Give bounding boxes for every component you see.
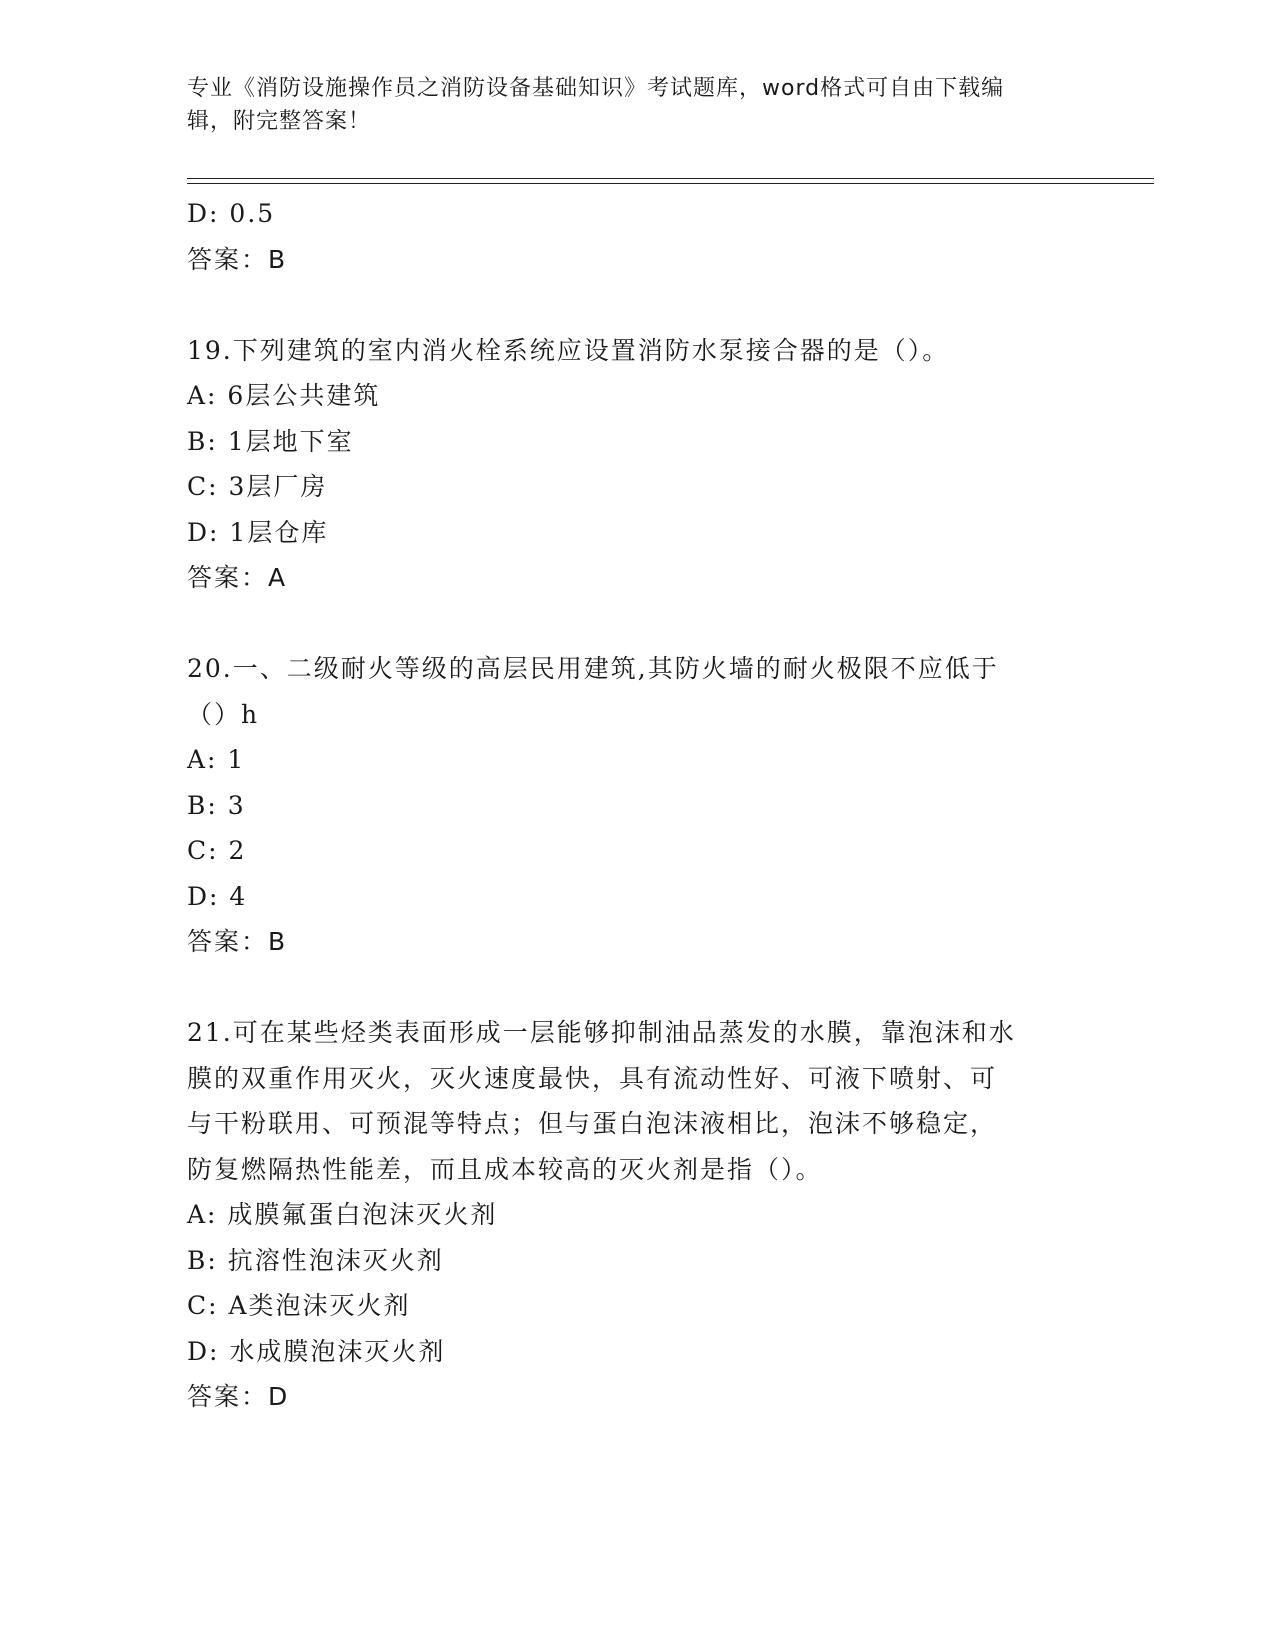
option-a: A: 1 (187, 745, 246, 774)
question-stem-continued: 防复燃隔热性能差，而且成本较高的灭火剂是指（）。 (187, 1154, 823, 1184)
question-stem: 19.下列建筑的室内消火栓系统应设置消防水泵接合器的是（）。 (187, 335, 950, 365)
question-list (187, 191, 1087, 1420)
question-stem-continued: 膜的双重作用灭火，灭火速度最快，具有流动性好、可液下喷射、可 (187, 1063, 998, 1093)
header-line-1: 专业《消防设施操作员之消防设备基础知识》考试题库，word格式可自由下载编 (187, 76, 1005, 101)
question-stem: 21.可在某些烃类表面形成一层能够抑制油品蒸发的水膜，靠泡沫和水 (187, 1018, 1016, 1047)
option-a: A: 6层公共建筑 (187, 381, 381, 410)
option-d: D: 4 (187, 881, 248, 911)
answer: 答案：B (187, 927, 288, 956)
question-stem: 20.一、二级耐火等级的高层民用建筑,其防火墙的耐火极限不应低于 (187, 654, 999, 683)
header-rule-top (187, 178, 1154, 179)
option-b: B: 抗溶性泡沫灭火剂 (187, 1245, 444, 1275)
option-c: C: 2 (187, 836, 247, 865)
question-19 (187, 328, 1087, 601)
question-stem-continued: 与干粉联用、可预混等特点；但与蛋白泡沫液相比，泡沫不够稳定， (187, 1109, 998, 1138)
header-rule-bottom (187, 183, 1154, 184)
option-b: B: 3 (187, 790, 246, 820)
question-stem-continued: （）h (187, 699, 260, 729)
option-c: C: 3层厂房 (187, 472, 328, 501)
option-d: D: 1层仓库 (187, 517, 329, 547)
prev-option-d: D: 0.5 (187, 199, 276, 228)
prev-answer: 答案：B (187, 244, 288, 274)
option-b: B: 1层地下室 (187, 426, 354, 456)
option-c: C: A类泡沫灭火剂 (187, 1291, 411, 1320)
question-20 (187, 646, 1087, 965)
option-a: A: 成膜氟蛋白泡沫灭火剂 (187, 1200, 498, 1229)
question-21 (187, 1010, 1087, 1420)
page-header (187, 72, 1087, 138)
header-line-2: 辑，附完整答案！ (187, 109, 372, 134)
answer: 答案：A (187, 563, 288, 592)
option-d: D: 水成膜泡沫灭火剂 (187, 1336, 446, 1366)
answer: 答案：D (187, 1382, 290, 1411)
